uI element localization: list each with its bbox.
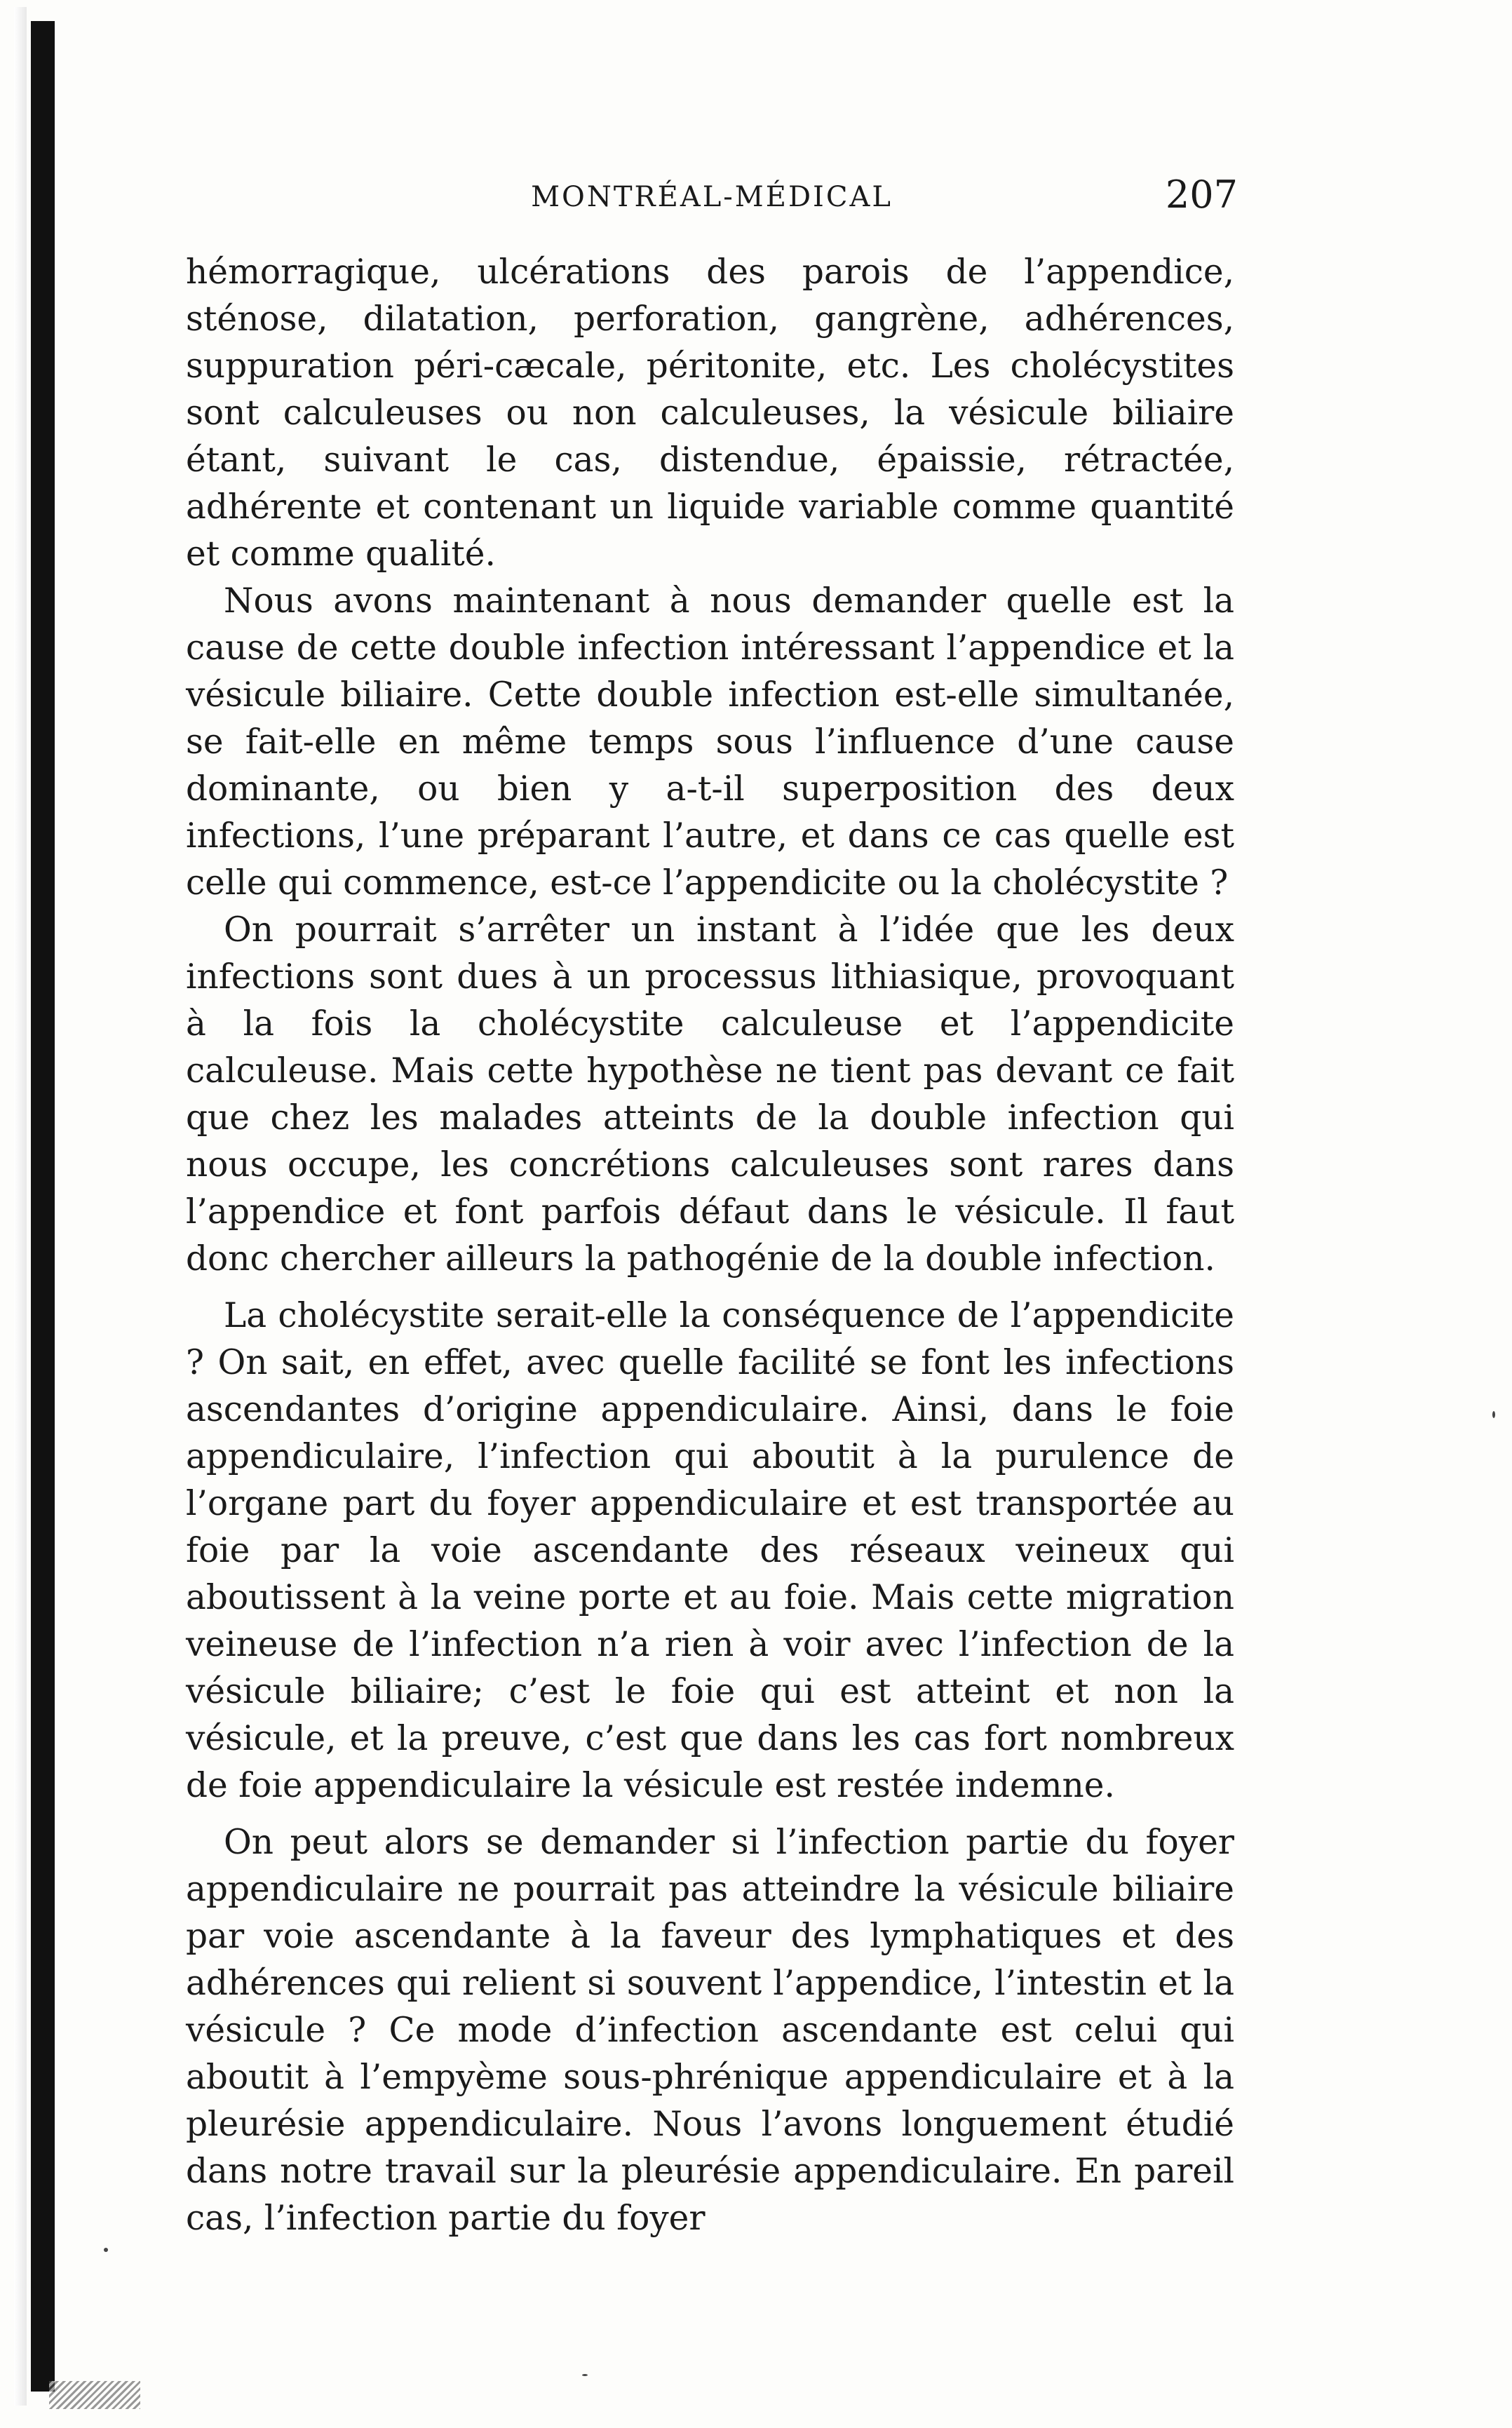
paragraph: Nous avons maintenant à nous demander quelle est la cause de cette double infection intéressant l’appendice et la vésicule biliaire. Cette double infection est-elle simultanée, se fait-elle en même temps sous l’influence d’une cause dominante, ou bien y a-t-il superposition des deux infections, l’une préparant l’autre, et dans ce cas quelle est celle qui commence, est-ce l’appendicite ou la cholécystite ?: [186, 581, 1234, 903]
body-text: [186, 249, 1234, 2242]
scan-speck: [1492, 1411, 1495, 1418]
paragraph: On pourrait s’arrêter un instant à l’idée que les deux infections sont dues à un processus lithiasique, provoquant à la fois la cholécystite calculeuse et l’appendicite calculeuse. Mais cette hypothèse ne tient pas devant ce fait que chez les malades atteints de la double infection qui nous occupe, les concrétions calculeuses sont rares dans l’appendice et font parfois défaut dans le vésicule. Il faut donc chercher ailleurs la pathogénie de la double infection.: [186, 910, 1234, 1279]
scan-speck: [104, 2248, 108, 2252]
binding-scan-artifact: [49, 2381, 140, 2409]
page-number: 207: [1165, 173, 1238, 217]
paragraph: On peut alors se demander si l’infection partie du foyer appendiculaire ne pourrait pas atteindre la vésicule biliaire par voie ascendante à la faveur des lymphatiques et des adhérences qui relient si souvent l’appendice, l’intestin et la vésicule ? Ce mode d’infection ascendante est celui qui aboutit à l’empyème sous-phrénique appendiculaire et à la pleurésie appendiculaire. Nous l’avons longuement étudié dans notre travail sur la pleurésie appendiculaire. En pareil cas, l’infection partie du foyer: [186, 1823, 1234, 2238]
page-header: [186, 168, 1238, 224]
book-binding-edge: [31, 21, 55, 2392]
binding-shadow: [14, 7, 27, 2406]
running-title: MONTRÉAL-MÉDICAL: [531, 181, 893, 213]
paragraph: La cholécystite serait-elle la conséquence de l’appendicite ? On sait, en effet, avec quelle facilité se font les infections ascendantes d’origine appendiculaire. Ainsi, dans le foie appendiculaire, l’infection qui aboutit à la purulence de l’organe part du foyer appendiculaire et est transportée au foie par la voie ascendante des réseaux veineux qui aboutissent à la veine porte et au foie. Mais cette migration veineuse de l’infection n’a rien à voir avec l’infection de la vésicule biliaire; c’est le foie qui est atteint et non la vésicule, et la preuve, c’est que dans les cas fort nombreux de foie appendiculaire la vésicule est restée indemne.: [186, 1296, 1234, 1805]
scan-speck: [582, 2374, 588, 2376]
paragraph: hémorragique, ulcérations des parois de l’appendice, sténose, dilatation, perforation, gangrène, adhérences, suppuration péri-cæcale, péritonite, etc. Les cholécystites sont calculeuses ou non calculeuses, la vésicule biliaire étant, suivant le cas, distendue, épaissie, rétractée, adhérente et contenant un liquide variable comme quantité et comme qualité.: [186, 252, 1234, 574]
